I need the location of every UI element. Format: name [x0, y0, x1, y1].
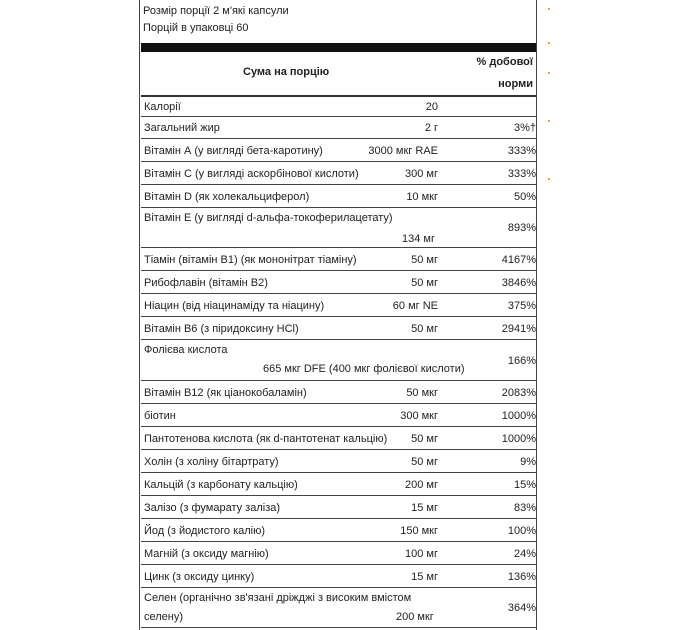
nutrient-amount: 10 мкг [406, 191, 438, 203]
nutrient-daily-value: 83% [513, 502, 536, 514]
nutrient-amount: 2 г [424, 122, 438, 134]
nutrient-daily-value: 333% [507, 168, 536, 180]
nutrient-row [141, 588, 536, 628]
servings-per-container: Порцій в упаковці 60 [143, 22, 249, 34]
nutrient-name: Вітамін С (у вигляді аскорбінової кислоти) [144, 168, 359, 180]
nutrient-amount: 50 мг [411, 254, 438, 266]
thick-divider [141, 43, 536, 52]
nutrient-daily-value: 893% [507, 222, 536, 234]
amount-per-serving-heading: Сума на порцію [243, 66, 330, 78]
nutrient-name: Холін (з холіну бітартрату) [144, 456, 279, 468]
nutrient-daily-value: 2941% [501, 323, 536, 335]
nutrient-name: біотин [144, 410, 176, 422]
nutrient-row [141, 473, 536, 496]
nutrient-amount: 50 мг [411, 277, 438, 289]
nutrient-name: Тіамін (вітамін B1) (як мононітрат тіаміну) [144, 254, 357, 266]
nutrient-daily-value: 9% [520, 456, 536, 468]
nutrient-amount: 134 мг [402, 233, 435, 245]
nutrient-row [141, 271, 536, 294]
nutrient-name: Селен (органічно зв'язані дріжджі з високим вмістом [144, 592, 412, 604]
nutrient-name-line2: селену) [144, 611, 184, 623]
nutrient-daily-value: 364% [507, 602, 536, 614]
nutrient-name: Вітамін B6 (з піридоксину HCl) [144, 323, 299, 335]
nutrient-name: Кальцій (з карбонату кальцію) [144, 479, 298, 491]
nutrient-daily-value: 375% [507, 300, 536, 312]
nutrient-amount: 665 мкг DFE (400 мкг фолієвої кислоти) [263, 363, 465, 375]
nutrient-name: Вітамін D (як холекальциферол) [144, 191, 310, 203]
nutrient-row [141, 450, 536, 473]
nutrient-daily-value: 50% [513, 191, 536, 203]
nutrient-row [141, 496, 536, 519]
nutrient-row [141, 139, 536, 162]
nutrient-amount: 300 мг [405, 168, 438, 180]
side-accent-mark [548, 178, 550, 180]
nutrient-daily-value: 136% [507, 571, 536, 583]
nutrient-row [141, 162, 536, 185]
nutrient-row [141, 317, 536, 340]
nutrient-daily-value: 1000% [501, 433, 536, 445]
nutrient-amount: 50 мг [411, 456, 438, 468]
nutrient-amount: 15 мг [411, 571, 438, 583]
nutrient-amount: 20 [425, 101, 438, 113]
nutrient-row [141, 381, 536, 404]
daily-value-heading-line1: % добової [476, 56, 533, 68]
nutrient-name: Вітамін Е (у вигляді d-альфа-токоферилацетату) [144, 212, 393, 224]
nutrient-amount: 150 мкг [400, 525, 438, 537]
nutrient-name: Цинк (з оксиду цинку) [144, 571, 255, 583]
nutrient-row [141, 519, 536, 542]
nutrient-name: Вітамін B12 (як ціанокобаламін) [144, 387, 307, 399]
nutrient-name: Рибофлавін (вітамін B2) [144, 277, 268, 289]
nutrient-daily-value: 333% [507, 145, 536, 157]
nutrient-amount: 3000 мкг RAE [368, 145, 438, 157]
nutrient-amount: 15 мг [411, 502, 438, 514]
nutrient-daily-value: 166% [507, 355, 536, 367]
nutrient-row [141, 340, 536, 381]
nutrient-amount: 200 мг [405, 479, 438, 491]
nutrient-daily-value: 3%† [513, 122, 536, 134]
nutrient-name: Магній (з оксиду магнію) [144, 548, 269, 560]
nutrient-row [141, 117, 536, 139]
nutrient-row [141, 208, 536, 248]
nutrient-name: Вітамін А (у вигляді бета-каротину) [144, 145, 323, 157]
side-accent-mark [548, 72, 550, 74]
nutrient-name: Залізо (з фумарату заліза) [144, 502, 281, 514]
side-accent-mark [548, 120, 550, 122]
nutrient-name: Ніацин (від ніацинаміду та ніацину) [144, 300, 325, 312]
nutrient-amount: 50 мг [411, 323, 438, 335]
nutrient-daily-value: 3846% [501, 277, 536, 289]
daily-value-heading-line2: норми [498, 78, 533, 90]
nutrient-daily-value: 1000% [501, 410, 536, 422]
nutrient-name: Пантотенова кислота (як d-пантотенат кальцію) [144, 433, 388, 445]
side-accent-mark [548, 42, 550, 44]
nutrient-daily-value: 15% [513, 479, 536, 491]
nutrient-daily-value: 100% [507, 525, 536, 537]
nutrient-daily-value: 2083% [501, 387, 536, 399]
nutrient-name: Йод (з йодистого калію) [144, 525, 266, 537]
nutrient-row [141, 294, 536, 317]
nutrient-row [141, 404, 536, 427]
nutrient-row [141, 542, 536, 565]
nutrient-row [141, 427, 536, 450]
nutrient-row [141, 97, 536, 117]
nutrient-name: Загальний жир [144, 122, 220, 134]
nutrient-name: Фолієва кислота [144, 344, 228, 356]
nutrient-amount: 300 мкг [400, 410, 438, 422]
side-accent-mark [548, 8, 550, 10]
nutrient-amount: 100 мг [405, 548, 438, 560]
nutrient-daily-value: 24% [513, 548, 536, 560]
nutrient-amount: 50 мг [411, 433, 438, 445]
nutrient-name: Калорії [144, 101, 181, 113]
nutrient-daily-value: 4167% [501, 254, 536, 266]
nutrient-amount: 50 мкг [406, 387, 438, 399]
nutrient-amount: 60 мг NE [392, 300, 438, 312]
nutrient-row [141, 185, 536, 208]
serving-size: Розмір порції 2 м'які капсули [143, 5, 289, 17]
nutrient-row [141, 248, 536, 271]
nutrient-amount: 200 мкг [396, 611, 434, 623]
nutrient-row [141, 565, 536, 588]
